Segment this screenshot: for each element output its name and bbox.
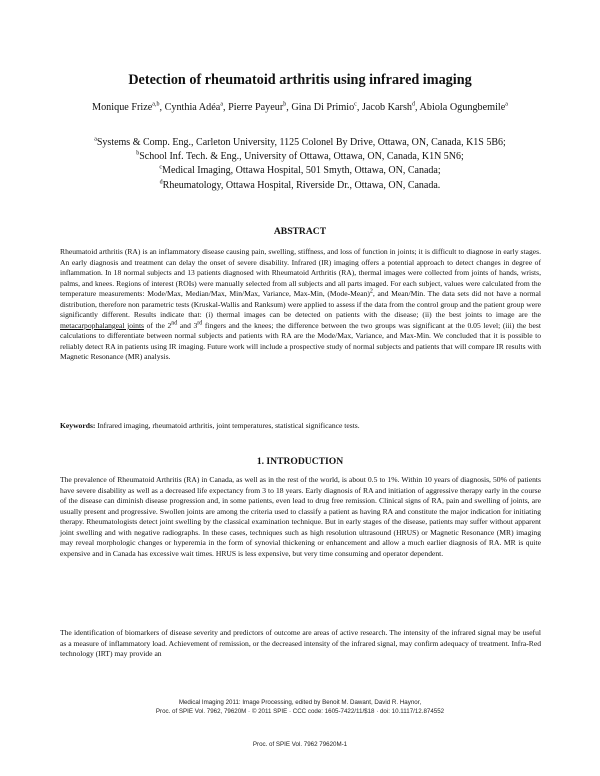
author-name: Pierre Payeur (228, 102, 284, 113)
underlined-term: metacarpophalangeal joints (60, 320, 145, 330)
abstract-heading: ABSTRACT (273, 226, 327, 237)
footer-page-number: Proc. of SPIE Vol. 7962 79620M-1 (252, 741, 348, 748)
affiliation: $^c$Medical Imaging, Ottawa Hospital, 501 Smyth, Ottawa, ON, Canada; (159, 165, 441, 177)
keywords-text: Infrared imaging, rheumatoid arthritis, joint temperatures, statistical significance tests. (95, 421, 360, 430)
keywords-label: Keywords: (60, 421, 96, 430)
author-name: Abiola Ogungbemile (419, 102, 506, 113)
author-affiliation-mark: a,b (152, 101, 160, 108)
affiliation: $^b$School Inf. Tech. & Eng., University of Ottawa, Ottawa, ON, Canada, K1N 5N6; (136, 150, 464, 163)
affiliation: $^a$Systems & Comp. Eng., Carleton University, 1125 Colonel By Drive, Ottawa, ON, Canada, K1S 5B6; (94, 136, 506, 148)
author-name: Jacob Karsh (361, 102, 413, 113)
author-affiliation-mark: d (412, 101, 416, 108)
author-name: Gina Di Primio (291, 102, 355, 113)
introduction-paragraph: The identification of biomarkers of disease severity and predictors of outcome are areas of active research. The intensity of the infrared signal may be useful as a measure of inflammatory load. Achievement of remission, or the decreased intensity of the infrared signal, may confirm adequacy of treatment. Infra-Red technology (IRT) may provide an (60, 628, 541, 659)
affiliation-list (78, 136, 522, 193)
keywords-line (60, 421, 541, 430)
author-list: Monique Frize$^{a,b}$, Cynthia Adéa$^a$, Pierre Payeur$^b$, Gina Di Primio$^c$, Jacob Karsh$^d$, Abiola Ogungbemile$^a$ (92, 101, 508, 113)
footer-citation: Medical Imaging 2011: Image Processing, edited by Benoit M. Dawant, David R. Haynor, Proc. of SPIE Vol. 7962, 79620M · © 2011 SPIE · CCC code: 1605-7422/11/$18 · doi: 10.1117/12.874552 (155, 699, 445, 715)
author-affiliation-mark: a (220, 101, 223, 108)
author-affiliation-mark: a (505, 101, 508, 108)
introduction-heading: 1. INTRODUCTION (256, 456, 344, 467)
introduction-paragraph: The prevalence of Rheumatoid Arthritis (RA) in Canada, as well as in the rest of the world, is about 0.5 to 1%. Within 10 years of diagnosis, 50% of patients have severe disability as well as a decreased life expectancy from 3 to 18 years. Early diagnosis of RA and initiation of aggressive therapy early in the course of the disease can diminish disease progression and, in some patients, even lead to drug free remission. Clinical signs of RA, pain and swelling of joints, are usually present and progressive. Swollen joints are among the criteria used to classify a patient as having RA and constitute the major indication for initiating therapy. Rheumatologists detect joint swelling by the classical examination technique. But in early stages of the disease, patients may suffer without apparent joint swelling and with negative radiographs. In these cases, techniques such as high resolution ultrasound (HRUS) or Magnetic Resonance (MR) imaging may reveal morphologic changes or hyperemia in the form of synovial thickening or enhancement and allow a much earlier diagnosis of RA. MR is quite expensive and in Canada has excessive wait times. HRUS is less expensive, but very time consuming and operator dependent. (60, 475, 541, 558)
author-affiliation-mark: c (354, 101, 357, 108)
author-affiliation-mark: b (283, 101, 287, 108)
author-name: Monique Frize (92, 102, 153, 113)
author-name: Cynthia Adéa (164, 102, 221, 113)
abstract-text: Rheumatoid arthritis (RA) is an inflammatory disease causing pain, swelling, stiffness, and loss of function in joints; it is difficult to diagnose in early stages. An early diagnosis and treatment can delay the onset of severe disability. Infrared (IR) imaging offers a potential approach to detect changes in degree of inflammation. In 18 normal subjects and 13 patients diagnosed with Rheumatoid Arthritis (RA), thermal images were collected from joints of hands, wrists, palms, and knees. Regions of interest (ROIs) were manually selected from all subjects and all parts imaged. For each subject, values were calculated from the temperature measurements: Mode/Max, Median/Max, Min/Max, Variance, Max-Min, (Mode-Mean)$^2$, and Mean/Min. The data sets did not have a normal distribution, therefore non parametric tests (Kruskal-Wallis and Ranksum) were applied to assess if the data from the control group and the patient group were significantly different. Results indicate that: (i) thermal images can be detected on patients with the disease; (ii) the best joints to image are the metacarpophalangeal joints of the 2nd and 3rd fingers and the knees; the difference between the two groups was significant at the 0.05 level; (iii) the best calculations to differentiate between normal subjects and patients with RA are the Mode/Max, Variance, and Max-Min. We concluded that it is possible to reliably detect RA in patients using IR imaging. Future work will include a prospective study of normal subjects and patients that will compare IR results with Magnetic Resonance (MR) analysis. (60, 247, 541, 362)
affiliation: $^d$Rheumatology, Ottawa Hospital, Riverside Dr., Ottawa, ON, Canada. (159, 179, 441, 191)
paper-title: Detection of rheumatoid arthritis using infrared imaging (128, 72, 472, 88)
